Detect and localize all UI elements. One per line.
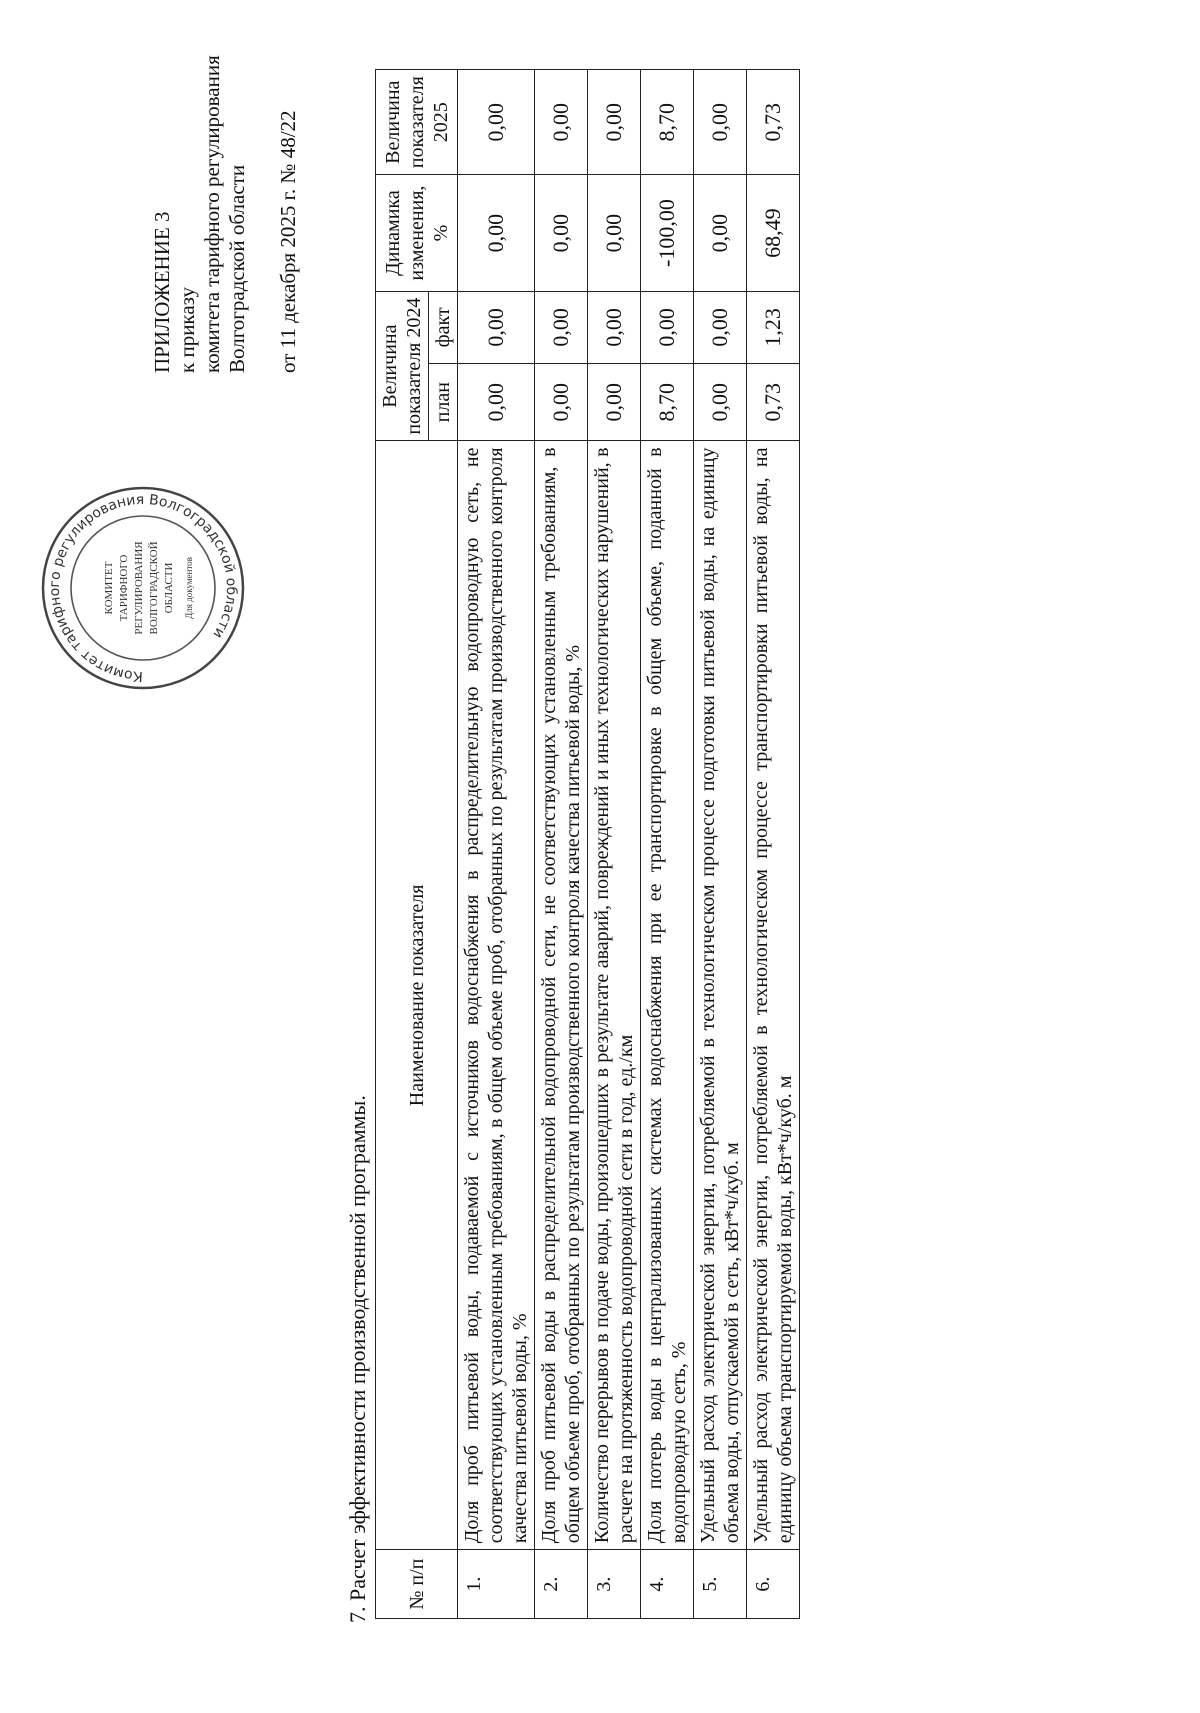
order-date: от 11 декабря 2025 г. № 48/22 — [276, 110, 300, 373]
header-num: № п/п — [376, 1550, 458, 1619]
header-value-2025: Величина показателя 2025 — [376, 70, 458, 175]
row-value-2025: 0,00 — [588, 70, 641, 175]
stamp-line-5: ОБЛАСТИ — [163, 562, 175, 614]
stamp-line-1: КОМИТЕТ — [103, 561, 115, 615]
row-num: 3. — [588, 1550, 641, 1619]
row-dynamics: 0,00 — [588, 175, 641, 291]
stamp-outer-text: Комитет тарифного регулирования Волгоградской области — [46, 491, 240, 685]
official-stamp — [38, 483, 248, 693]
stamp-line-3: РЕГУЛИРОВАНИЯ — [133, 541, 145, 635]
table-row — [458, 70, 535, 1619]
region-name: Волгоградской области — [225, 164, 249, 373]
row-num: 6. — [747, 1550, 800, 1619]
section-title: 7. Расчет эффективности производственной программы. — [345, 1095, 370, 1623]
table-row — [535, 70, 588, 1619]
row-dynamics: 68,49 — [747, 175, 800, 291]
row-value-2025: 0,73 — [747, 70, 800, 175]
row-value-2025: 8,70 — [641, 70, 694, 175]
row-fact: 0,00 — [641, 291, 694, 363]
table-row — [694, 70, 747, 1619]
row-name: Удельный расход электрической энергии, потребляемой в технологическом процессе транспортировки питьевой воды, на единицу объема транспортируемой воды, кВт*ч/куб. м — [747, 441, 800, 1550]
row-plan: 0,00 — [588, 363, 641, 441]
row-fact: 0,00 — [588, 291, 641, 363]
row-name: Количество перерывов в подаче воды, произошедших в результате аварий, повреждений и иных технологических нарушений, в расчете на протяженность водопроводной сети в год, ед./км — [588, 441, 641, 1550]
row-fact: 0,00 — [535, 291, 588, 363]
row-dynamics: -100,00 — [641, 175, 694, 291]
header-name: Наименование показателя — [376, 441, 458, 1550]
row-plan: 0,73 — [747, 363, 800, 441]
table-header-row — [376, 70, 429, 1619]
committee-name: комитета тарифного регулирования — [200, 55, 224, 373]
row-num: 2. — [535, 1550, 588, 1619]
header-dynamics: Динамика изменения, % — [376, 175, 458, 291]
stamp-note: Для документов — [184, 557, 194, 619]
header-value-2024: Величина показателя 2024 — [376, 291, 429, 441]
row-name: Доля проб питьевой воды в распределительной водопроводной сети, не соответствующих установленным требованиям, в общем объеме проб, отобранных по результатам производственного контроля качества питьевой воды, % — [535, 441, 588, 1550]
row-plan: 0,00 — [535, 363, 588, 441]
row-num: 5. — [694, 1550, 747, 1619]
row-dynamics: 0,00 — [458, 175, 535, 291]
row-name: Доля потерь воды в централизованных системах водоснабжения при ее транспортировке в общем объеме, поданной в водопроводную сеть, % — [641, 441, 694, 1550]
row-fact: 1,23 — [747, 291, 800, 363]
row-value-2025: 0,00 — [458, 70, 535, 175]
row-name: Удельный расход электрической энергии, потребляемой в технологическом процессе подготовки питьевой воды, на единицу объема воды, отпускаемой в сеть, кВт*ч/куб. м — [694, 441, 747, 1550]
row-plan: 0,00 — [458, 363, 535, 441]
table-row — [747, 70, 800, 1619]
row-value-2025: 0,00 — [535, 70, 588, 175]
header-plan: план — [429, 363, 458, 441]
appendix-title: ПРИЛОЖЕНИЕ 3 — [150, 211, 174, 373]
row-name: Доля проб питьевой воды, подаваемой с источников водоснабжения в распределительную водопроводную сеть, не соответствующих установленным требованиям, в общем объеме проб, отобранных по результатам производственного контроля качества питьевой воды, % — [458, 441, 535, 1550]
row-plan: 0,00 — [694, 363, 747, 441]
row-plan: 8,70 — [641, 363, 694, 441]
row-dynamics: 0,00 — [694, 175, 747, 291]
row-num: 1. — [458, 1550, 535, 1619]
row-value-2025: 0,00 — [694, 70, 747, 175]
header-fact: факт — [429, 291, 458, 363]
table-row — [588, 70, 641, 1619]
row-fact: 0,00 — [458, 291, 535, 363]
table-row — [641, 70, 694, 1619]
efficiency-table — [375, 69, 800, 1619]
stamp-line-4: ВОЛГОГРАДСКОЙ — [148, 541, 160, 635]
row-dynamics: 0,00 — [535, 175, 588, 291]
row-num: 4. — [641, 1550, 694, 1619]
row-fact: 0,00 — [694, 291, 747, 363]
appendix-header — [150, 55, 301, 373]
order-reference: к приказу — [175, 287, 199, 373]
stamp-line-2: ТАРИФНОГО — [118, 554, 130, 622]
